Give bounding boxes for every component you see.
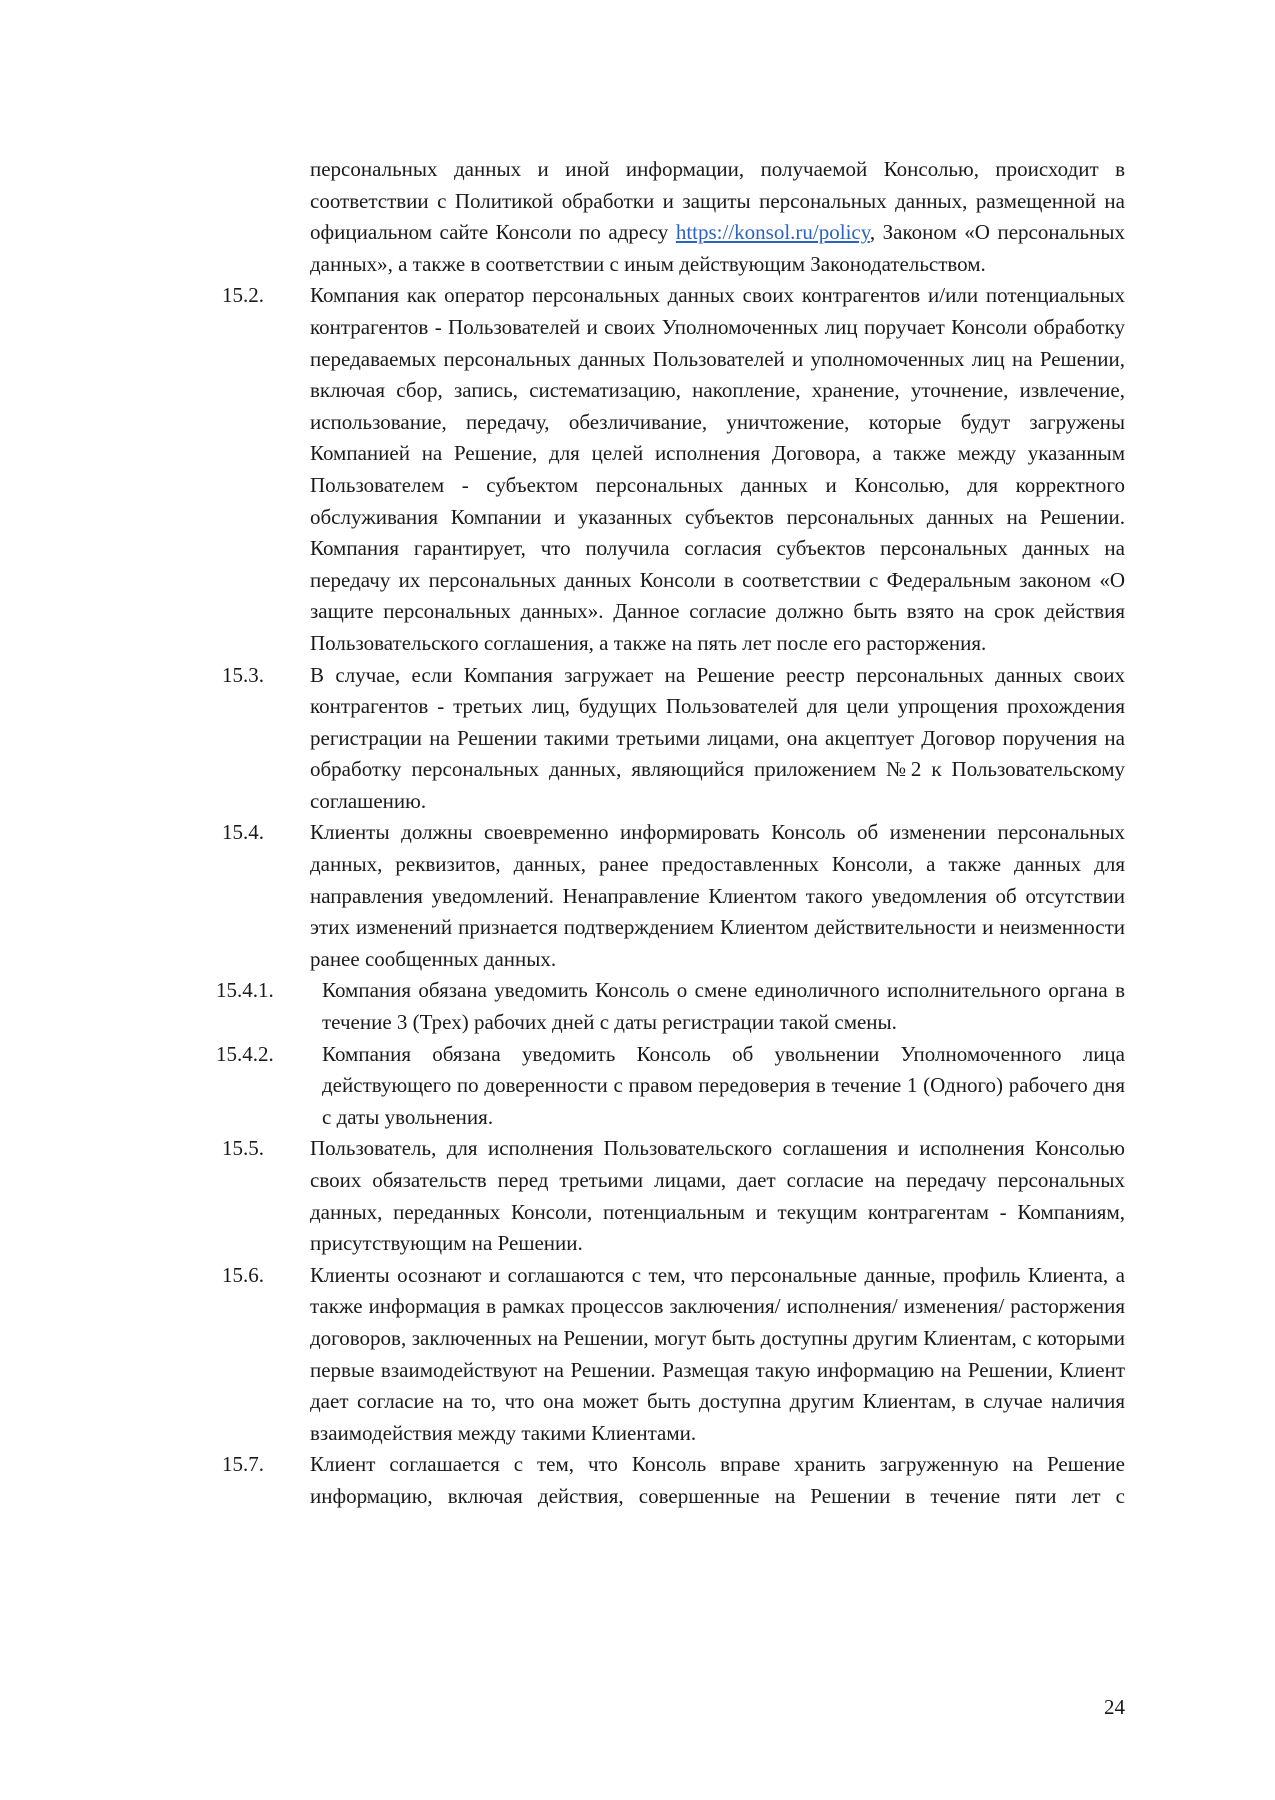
clause-15-4-2: [0, 1039, 1275, 1134]
clause-number: 15.2.: [222, 283, 264, 308]
clause-text: Клиент соглашается с тем, что Консоль вправе хранить загруженную на Решение информацию, включая действия, совершенные на Решении в течение пяти лет с: [310, 1452, 1125, 1508]
clause-number: 15.6.: [222, 1262, 264, 1287]
clause-15-3: [0, 660, 1275, 818]
clause-number: 15.4.2.: [216, 1041, 274, 1066]
clause-number: 15.5.: [222, 1136, 264, 1161]
clause-text: Клиенты должны своевременно информировать Консоль об изменении персональных данных, реквизитов, данных, ранее предоставленных Консоли, а также данных для направления уведомлений. Ненаправление Клиентом такого уведомления об отсутствии этих изменений признается подтверждением Клиентом действительности и неизменности ранее сообщенных данных.: [310, 820, 1125, 971]
clause-number: 15.7.: [222, 1452, 264, 1477]
clause-text: Компания обязана уведомить Консоль о смене единоличного исполнительного органа в течение 3 (Трех) рабочих дней с даты регистрации такой смены.: [322, 978, 1125, 1035]
clause-text: Компания как оператор персональных данных своих контрагентов и/или потенциальных контрагентов - Пользователей и своих Уполномоченных лиц поручает Консоли обработку передаваемых персональных данных Пользователей и уполномоченных лиц на Решении, включая сбор, запись, систематизацию, накопление, хранение, уточнение, извлечение, использование, передачу, обезличивание, уничтожение, которые будут загружены Компанией на Решение, для целей исполнения Договора, а также между указанным Пользователем - субъектом персональных данных и Консолью, для корректного обслуживания Компании и указанных субъектов персональных данных на Решении. Компания гарантирует, что получила согласия субъектов персональных данных на передачу их персональных данных Консоли в соответствии с Федеральным законом «О защите персональных данных». Данное согласие должно быть взято на срок действия Пользовательского соглашения, а также на пять лет после его расторжения.: [310, 283, 1125, 655]
clause-15-7: [0, 1449, 1275, 1512]
clause-number: 15.4.1.: [216, 978, 274, 1003]
clause-15-2: [0, 280, 1275, 659]
clause-number: 15.4.: [222, 820, 264, 845]
policy-link[interactable]: https://konsol.ru/policy: [675, 220, 870, 245]
continuation-text-start: персональных данных и иной информации, получаемой Консолью, происходит в соответствии с Политикой обработки и защиты персональных данных, размещенной на официальном сайте Консоли по адресу: [310, 157, 1125, 245]
clause-text: Клиенты осознают и соглашаются с тем, что персональные данные, профиль Клиента, а также информация в рамках процессов заключения/ исполнения/ изменения/ расторжения договоров, заключенных на Решении, могут быть доступны другим Клиентам, с которыми первые взаимодействуют на Решении. Размещая такую информацию на Решении, Клиент дает согласие на то, что она может быть доступна другим Клиентам, в случае наличия взаимодействия между такими Клиентами.: [310, 1262, 1125, 1445]
clause-number: 15.3.: [222, 662, 264, 687]
clause-text: Компания обязана уведомить Консоль об увольнении Уполномоченного лица действующего по доверенности с правом передоверия в течение 1 (Одного) рабочего дня с даты увольнения.: [322, 1041, 1125, 1129]
page-number: 24: [1104, 1695, 1125, 1719]
clause-15-6: [0, 1260, 1275, 1450]
clause-15-4-1: [0, 975, 1275, 1038]
clause-15-5: [0, 1133, 1275, 1259]
continuation-text-end: , Законом «О персональных данных», а также в соответствии с иным действующим Законодательством.: [310, 220, 1125, 276]
document-body: [0, 154, 1275, 1513]
clause-15-4: [0, 817, 1275, 975]
clause-text: Пользователь, для исполнения Пользовательского соглашения и исполнения Консолью своих обязательств перед третьими лицами, дает согласие на передачу персональных данных, переданных Консоли, потенциальным и текущим контрагентам - Компаниям, присутствующим на Решении.: [310, 1136, 1125, 1256]
paragraph-continuation: [0, 154, 1275, 280]
clause-text: В случае, если Компания загружает на Решение реестр персональных данных своих контрагентов - третьих лиц, будущих Пользователей для цели упрощения прохождения регистрации на Решении такими третьими лицами, она акцептует Договор поручения на обработку персональных данных, являющийся приложением №2 к Пользовательскому соглашению.: [310, 662, 1125, 813]
